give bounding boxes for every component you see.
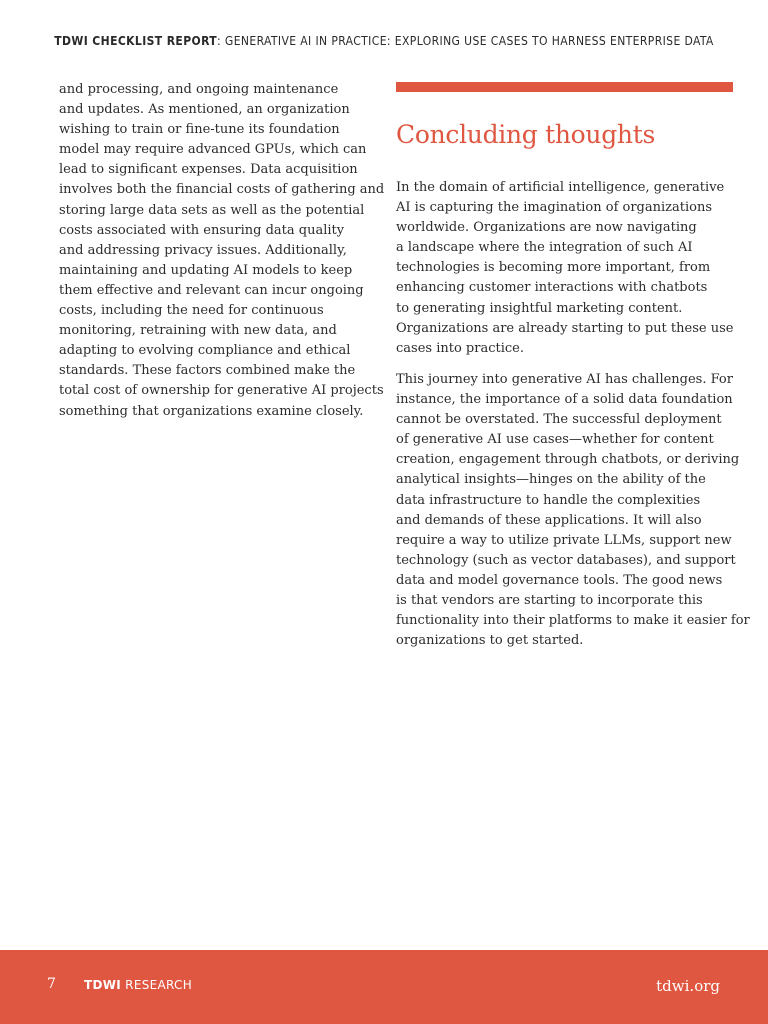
text-line: technology (such as vector databases), and support xyxy=(396,552,736,568)
text-line: creation, engagement through chatbots, or deriving xyxy=(396,452,740,468)
header-separator: : xyxy=(217,34,225,48)
text-line: involves both the financial costs of gathering and xyxy=(59,182,385,198)
text-line: monitoring, retraining with new data, and xyxy=(59,323,337,339)
text-line: something that organizations examine closely. xyxy=(59,403,364,419)
text-line: data infrastructure to handle the complexities xyxy=(396,492,701,508)
text-line: technologies is becoming more important, from xyxy=(396,260,711,276)
text-line: require a way to utilize private LLMs, support new xyxy=(396,532,732,548)
page-footer xyxy=(0,950,768,1024)
text-line: instance, the importance of a solid data foundation xyxy=(396,392,733,408)
text-line: cases into practice. xyxy=(396,340,524,356)
text-line: costs, including the need for continuous xyxy=(59,303,324,319)
text-line: lead to significant expenses. Data acquisition xyxy=(59,162,358,178)
report-label: TDWI CHECKLIST REPORT xyxy=(54,34,218,48)
text-line: model may require advanced GPUs, which can xyxy=(59,142,367,158)
text-line: functionality into their platforms to make it easier for xyxy=(396,613,750,629)
brand-bold: TDWI xyxy=(84,978,122,992)
footer-brand xyxy=(84,978,192,992)
text-line: costs associated with ensuring data quality xyxy=(59,222,345,238)
section-accent-bar xyxy=(396,82,733,92)
text-line: to generating insightful marketing content. xyxy=(396,300,683,316)
text-line: and addressing privacy issues. Additionally, xyxy=(59,242,347,258)
text-line: analytical insights—hinges on the ability of the xyxy=(396,472,706,488)
text-line: and demands of these applications. It will also xyxy=(396,512,702,528)
text-line: adapting to evolving compliance and ethical xyxy=(59,343,351,359)
running-header xyxy=(0,34,768,48)
text-line: data and model governance tools. The good news xyxy=(396,572,723,588)
left-column-text xyxy=(59,80,385,422)
footer-site-link[interactable]: tdwi.org xyxy=(656,977,720,995)
concluding-paragraph-1 xyxy=(396,178,736,359)
text-line: standards. These factors combined make the xyxy=(59,363,356,379)
text-line: is that vendors are starting to incorporate this xyxy=(396,593,703,609)
brand-rest: RESEARCH xyxy=(121,978,193,992)
text-line: In the domain of artificial intelligence, generative xyxy=(396,180,725,195)
text-line: and updates. As mentioned, an organization xyxy=(59,102,350,118)
text-line: Organizations are already starting to put these use xyxy=(396,320,734,336)
text-line: a landscape where the integration of such AI xyxy=(396,240,693,256)
text-line: maintaining and updating AI models to keep xyxy=(59,262,353,278)
text-line: worldwide. Organizations are now navigating xyxy=(396,220,697,236)
text-line: them effective and relevant can incur ongoing xyxy=(59,282,364,298)
text-line: wishing to train or fine-tune its foundation xyxy=(59,122,340,138)
concluding-paragraph-2 xyxy=(396,370,750,651)
page-number: 7 xyxy=(47,976,56,992)
text-line: AI is capturing the imagination of organizations xyxy=(396,200,713,216)
text-line: organizations to get started. xyxy=(396,633,584,649)
report-title: GENERATIVE AI IN PRACTICE: EXPLORING USE CASES TO HARNESS ENTERPRISE DATA xyxy=(224,34,714,48)
text-line: enhancing customer interactions with chatbots xyxy=(396,280,708,296)
section-heading: Concluding thoughts xyxy=(396,120,656,149)
text-line: and processing, and ongoing maintenance xyxy=(59,82,339,97)
text-line: This journey into generative AI has challenges. For xyxy=(396,372,733,387)
text-line: of generative AI use cases—whether for content xyxy=(396,432,714,448)
text-line: storing large data sets as well as the potential xyxy=(59,202,365,218)
text-line: total cost of ownership for generative AI projects xyxy=(59,383,384,399)
text-line: cannot be overstated. The successful deployment xyxy=(396,412,722,428)
